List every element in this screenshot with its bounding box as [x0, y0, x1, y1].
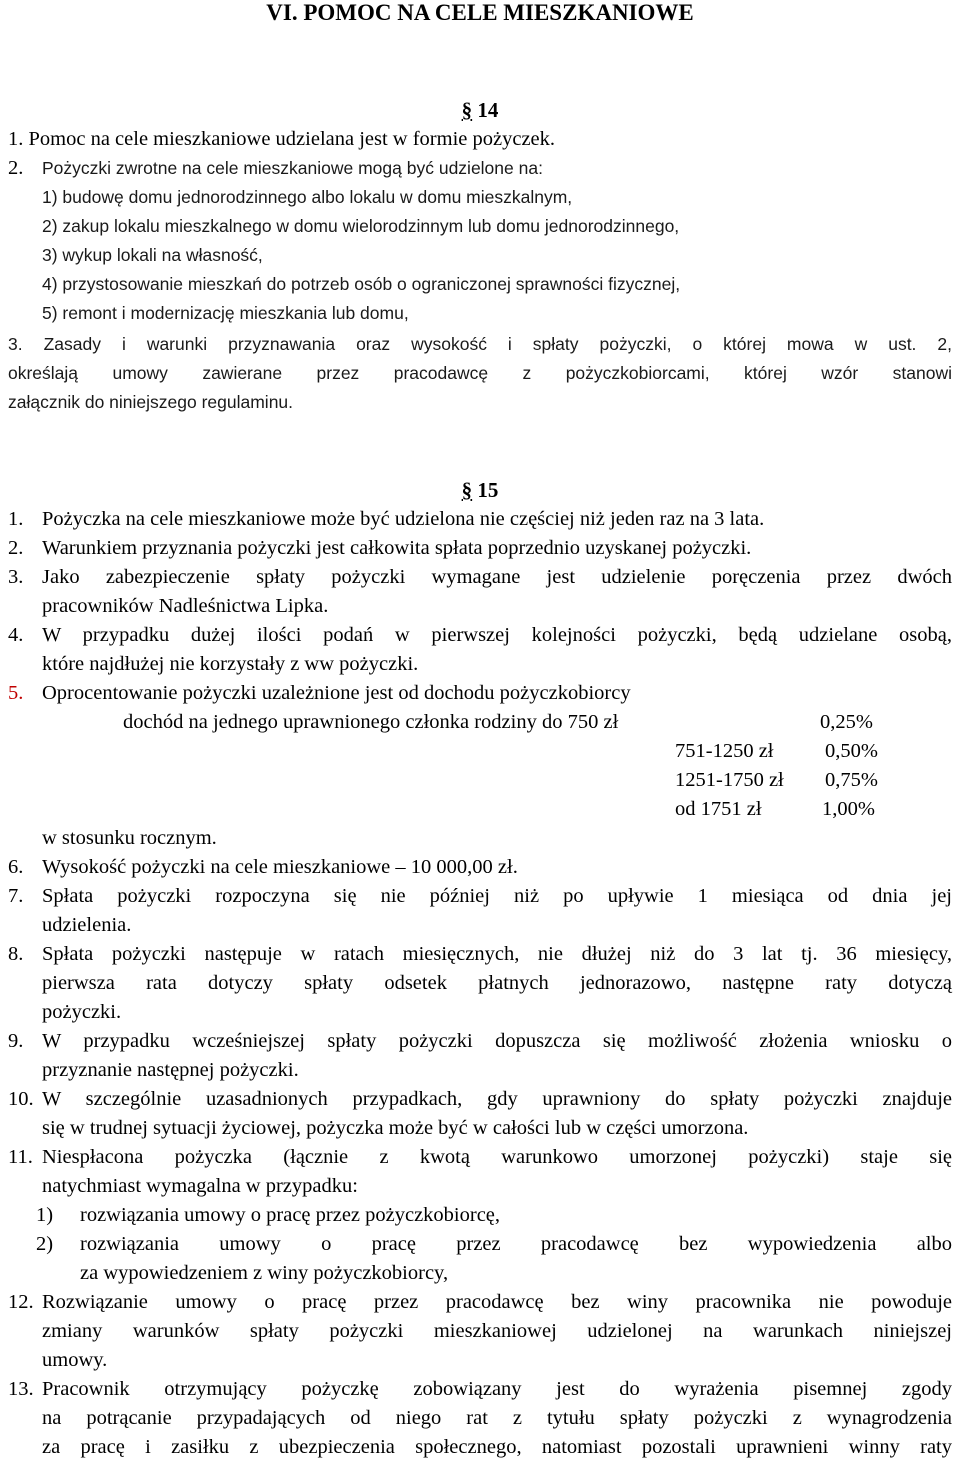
- s15-point-number: 3.: [8, 566, 24, 588]
- text-line: umowy.: [42, 1349, 108, 1371]
- section-number: 15: [477, 478, 499, 502]
- s15-point-number: 9.: [8, 1030, 24, 1052]
- text-line: Jako zabezpieczenie spłaty pożyczki wymagane jest udzielenie poręczenia przez dwóch: [42, 566, 952, 588]
- s15-point-number: 5.: [8, 682, 24, 704]
- text-line: Spłata pożyczki rozpoczyna się nie później niż po upływie 1 miesiąca od dnia jej: [42, 885, 952, 907]
- s14-item: 1) budowę domu jednorodzinnego albo lokalu w domu mieszkalnym,: [42, 187, 573, 207]
- text-line: za pracę i zasiłku z ubezpieczenia społecznego, natomiast pozostali uprawnieni winny raty: [42, 1436, 952, 1458]
- s15-point-text: [42, 1143, 952, 1201]
- text-line: 3. Zasady i warunki przyznawania oraz wysokość i spłaty pożyczki, o której mowa w ust. 2,: [8, 334, 952, 354]
- text-line: Niespłacona pożyczka (łącznie z kwotą warunkowo umorzonej pożyczki) staje się: [42, 1146, 952, 1168]
- section-number: 14: [477, 98, 499, 122]
- text-line: Spłata pożyczki następuje w ratach miesięcznych, nie dłużej niż do 3 lat tj. 36 miesięcy,: [42, 943, 952, 965]
- s15-point-text: [42, 621, 952, 679]
- s15-point-text: [42, 882, 952, 940]
- s15-point-text: Oprocentowanie pożyczki uzależnione jest od dochodu pożyczkobiorcy: [42, 682, 631, 704]
- text-line: pożyczki.: [42, 1001, 122, 1023]
- text-line: pierwsza rata dotyczy spłaty odsetek płatnych jednorazowo, następne raty dotyczą: [42, 972, 952, 994]
- text-line: załącznik do niniejszego regulaminu.: [8, 392, 294, 412]
- s15-point-number: 2.: [8, 537, 24, 559]
- text-line: przyznanie następnej pożyczki.: [42, 1059, 299, 1081]
- text-line: W przypadku dużej ilości podań w pierwszej kolejności pożyczki, będą udzielane osobą,: [42, 624, 952, 646]
- text-line: pracowników Nadleśnictwa Lipka.: [42, 595, 329, 617]
- s14-item: 5) remont i modernizację mieszkania lub domu,: [42, 303, 409, 323]
- interest-tier-label: od 1751 zł: [675, 798, 762, 820]
- s14-point-1: 1. Pomoc na cele mieszkaniowe udzielana jest w formie pożyczek.: [8, 128, 556, 150]
- text-line: Pracownik otrzymujący pożyczkę zobowiązany jest do wyrażenia pisemnej zgody: [42, 1378, 952, 1400]
- text-line: natychmiast wymagalna w przypadku:: [42, 1175, 358, 1197]
- interest-tier-rate: 0,50%: [825, 740, 878, 762]
- text-line: się w trudnej sytuacji życiowej, pożyczka może być w całości lub w części umorzona.: [42, 1117, 749, 1139]
- s14-point-2-number: 2.: [8, 157, 24, 179]
- interest-tier-rate: 1,00%: [822, 798, 875, 820]
- interest-tier-rate: 0,75%: [825, 769, 878, 791]
- s15-point-number: 8.: [8, 943, 24, 965]
- s15-point-text: [42, 940, 952, 1027]
- s14-point-3: [8, 330, 952, 417]
- text-line: na potrącanie przypadających od niego rat z tytułu spłaty pożyczki z wynagrodzenia: [42, 1407, 952, 1429]
- s14-point-2: Pożyczki zwrotne na cele mieszkaniowe mogą być udzielone na:: [42, 158, 543, 178]
- s15-point-number: 11.: [8, 1146, 33, 1168]
- s15-point-number: 1.: [8, 508, 24, 530]
- s15-point-text: Warunkiem przyznania pożyczki jest całkowita spłata poprzednio uzyskanej pożyczki.: [42, 537, 752, 559]
- s15-point-text: [42, 1085, 952, 1143]
- s15-subpoint-number: 1): [36, 1204, 54, 1226]
- paragraph-sign: §: [461, 98, 473, 122]
- section-15-heading: [0, 478, 960, 502]
- s15-point-text: [42, 563, 952, 621]
- s15-point-number: 10.: [8, 1088, 34, 1110]
- paragraph-sign: §: [461, 478, 473, 502]
- s15-point-text: [42, 1288, 952, 1375]
- s15-subpoint-number: 2): [36, 1233, 54, 1255]
- interest-note: w stosunku rocznym.: [42, 827, 217, 849]
- s14-item: 4) przystosowanie mieszkań do potrzeb osób o ograniczonej sprawności fizycznej,: [42, 274, 681, 294]
- chapter-title: VI. POMOC NA CELE MIESZKANIOWE: [266, 0, 694, 25]
- interest-tier-label: dochód na jednego uprawnionego członka rodziny do 750 zł: [123, 711, 619, 733]
- text-line: Rozwiązanie umowy o pracę przez pracodawcę bez winy pracownika nie powoduje: [42, 1291, 952, 1313]
- s14-item: 2) zakup lokalu mieszkalnego w domu wielorodzinnym lub domu jednorodzinnego,: [42, 216, 680, 236]
- text-line: udzielenia.: [42, 914, 132, 936]
- section-14-heading: [0, 98, 960, 122]
- text-line: które najdłużej nie korzystały z ww pożyczki.: [42, 653, 419, 675]
- text-line: rozwiązania umowy o pracę przez pracodawcę bez wypowiedzenia albo: [80, 1233, 952, 1255]
- s15-point-number: 4.: [8, 624, 24, 646]
- s15-point-number: 7.: [8, 885, 24, 907]
- s15-point-number: 13.: [8, 1378, 34, 1400]
- s15-point-text: Pożyczka na cele mieszkaniowe może być udzielona nie częściej niż jeden raz na 3 lata.: [42, 508, 765, 530]
- text-line: określają umowy zawierane przez pracodawcę z pożyczkobiorcami, której wzór stanowi: [8, 363, 952, 383]
- text-line: za wypowiedzeniem z winy pożyczkobiorcy,: [80, 1262, 449, 1284]
- s15-point-text: [42, 1027, 952, 1085]
- s15-point-text: Wysokość pożyczki na cele mieszkaniowe – 10 000,00 zł.: [42, 856, 518, 878]
- text-line: zmiany warunków spłaty pożyczki mieszkaniowej udzielonej na warunkach niniejszej: [42, 1320, 952, 1342]
- interest-tier-label: 1251-1750 zł: [675, 769, 784, 791]
- s15-subpoint-text: [80, 1230, 952, 1288]
- interest-tier-label: 751-1250 zł: [675, 740, 774, 762]
- text-line: W szczególnie uzasadnionych przypadkach, gdy uprawniony do spłaty pożyczki znajduje: [42, 1088, 952, 1110]
- s14-item: 3) wykup lokali na własność,: [42, 245, 263, 265]
- s15-point-number: 6.: [8, 856, 24, 878]
- interest-tier-rate: 0,25%: [820, 711, 873, 733]
- text-line: W przypadku wcześniejszej spłaty pożyczki dopuszcza się możliwość złożenia wniosku o: [42, 1030, 952, 1052]
- s15-point-text: [42, 1375, 952, 1462]
- s15-subpoint-text: rozwiązania umowy o pracę przez pożyczkobiorcę,: [80, 1204, 501, 1226]
- s15-point-number: 12.: [8, 1291, 34, 1313]
